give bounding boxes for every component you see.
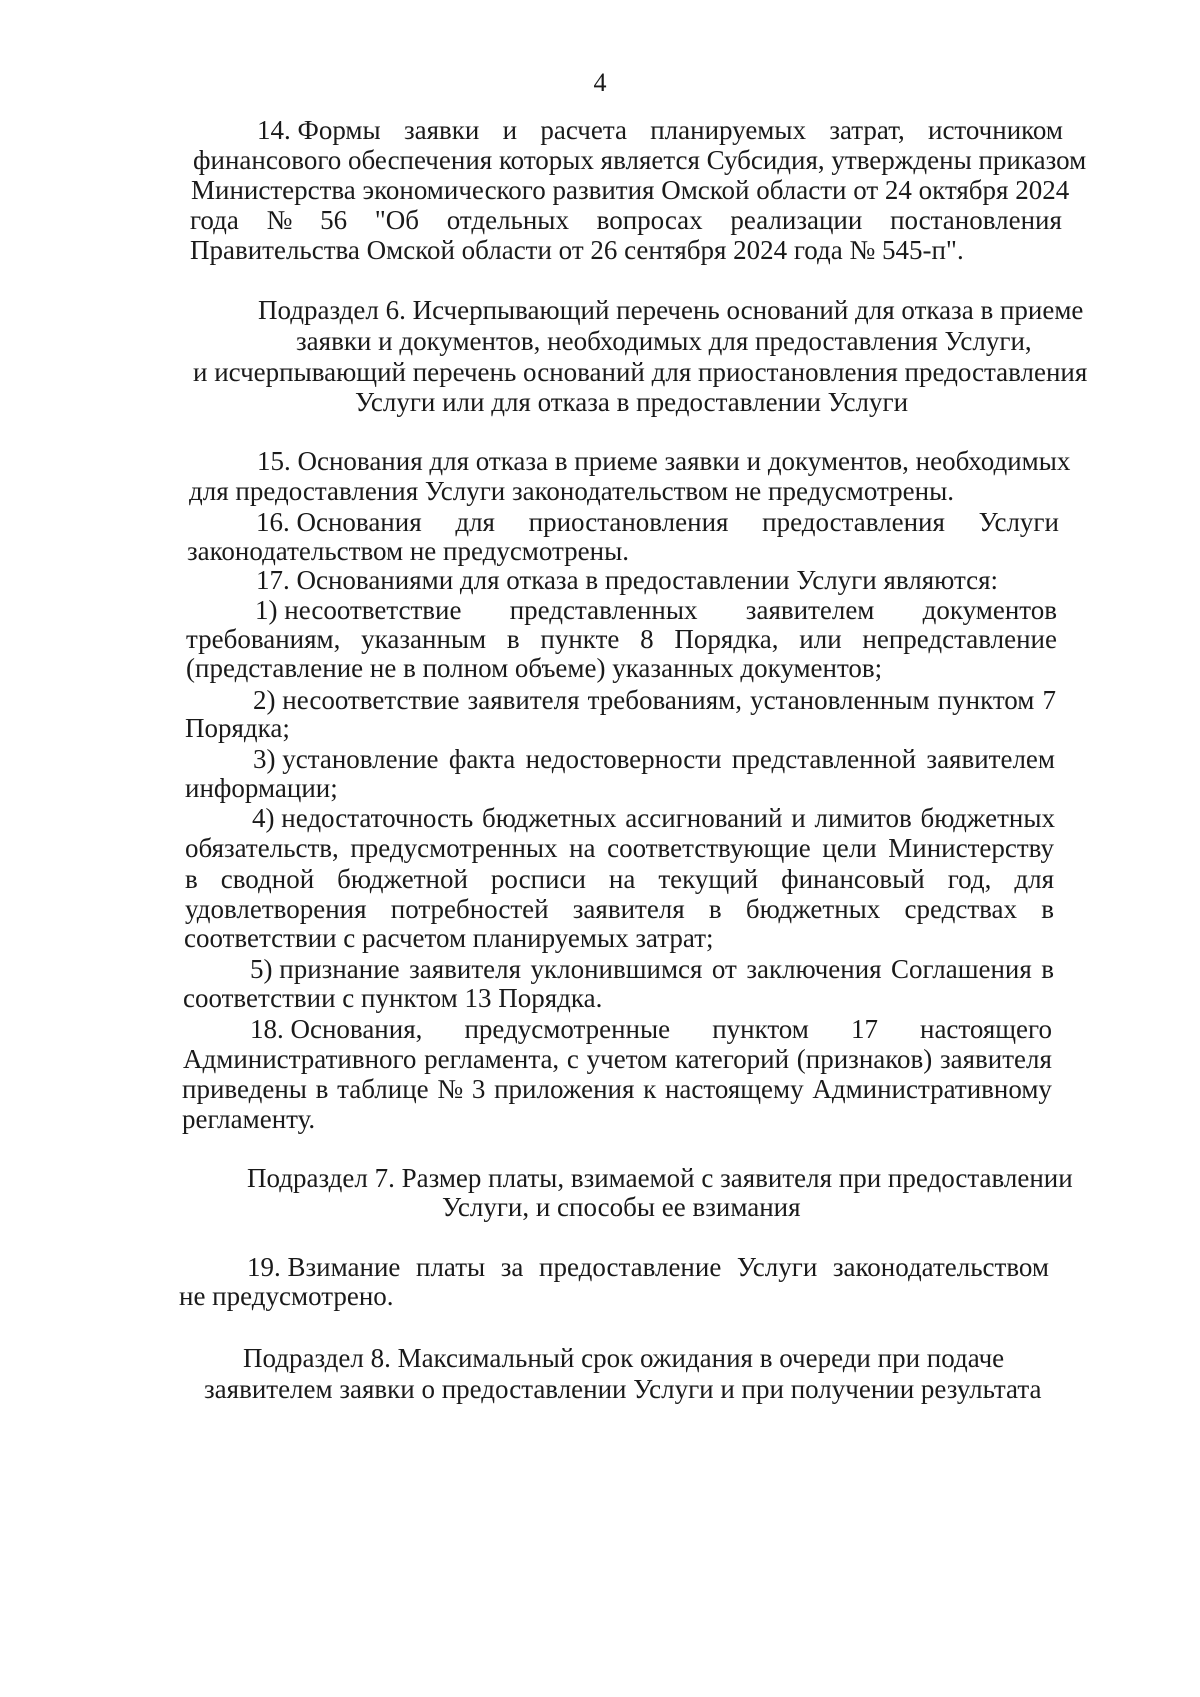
p19-line-2: не предусмотрено. (179, 1281, 394, 1311)
word: 3) установление (253, 744, 439, 774)
p17-item-4-line-1 (252, 802, 1055, 834)
subsection-7-title-line-2: Услуги, и способы ее взимания (442, 1192, 801, 1222)
word: законодательством (832, 1252, 1049, 1282)
word: год, (947, 864, 992, 894)
word: указанным (361, 624, 487, 654)
p17-item-3-line-1 (253, 743, 1055, 775)
word: приложения (494, 1074, 635, 1104)
word: факта (448, 744, 516, 774)
p14-line-1 (257, 114, 1063, 146)
word: постановления (890, 205, 1062, 235)
word: требованиям, (186, 624, 341, 654)
word: (признаков) (796, 1044, 933, 1074)
word: 17 (850, 1014, 878, 1044)
word: пунктом (712, 1014, 809, 1044)
p19-line-1 (247, 1251, 1049, 1283)
word: заявителя (467, 685, 580, 715)
word: текущий (658, 864, 759, 894)
word: обязательств, (185, 833, 339, 863)
word: 3 (471, 1074, 486, 1104)
word: предусмотренных (350, 833, 558, 863)
word: к (643, 1074, 657, 1104)
p17-item-4-line-2 (185, 832, 1054, 864)
word: № (266, 205, 293, 235)
word: для (1014, 864, 1054, 894)
word: представленных (509, 595, 698, 625)
word: таблице (337, 1074, 429, 1104)
subsection-6-title-line-3: и исчерпывающий перечень оснований для приостановления предоставления (193, 357, 1088, 387)
subsection-8-title-line-2: заявителем заявки о предоставлении Услуги и при получении результата (204, 1374, 1042, 1404)
word: расчета (540, 115, 627, 145)
p17-item-2-line-2: Порядка; (185, 713, 290, 743)
page-number: 4 (593, 68, 607, 97)
word: бюджетных (745, 894, 881, 924)
word: и (502, 115, 518, 145)
subsection-6-title-line-4: Услуги или для отказа в предоставлении Услуги (355, 387, 909, 417)
word: 4) недостаточность (252, 803, 474, 833)
word: заявки (403, 115, 480, 145)
word: 16. Основания (256, 507, 422, 537)
p18-line-4: регламенту. (182, 1104, 316, 1134)
word: на (569, 833, 596, 863)
p15-line-2: для предоставления Услуги законодательством не предусмотрены. (189, 476, 954, 506)
p14-line-2: финансового обеспечения которых является Субсидия, утверждены приказом (193, 145, 1087, 175)
word: в (185, 864, 198, 894)
word: или (799, 624, 842, 654)
word: Порядка, (674, 624, 779, 654)
word: настоящему (664, 1074, 804, 1104)
p17-item-4-line-3 (185, 863, 1054, 895)
word: "Об (374, 205, 420, 235)
word: заявителем (926, 744, 1055, 774)
word: 56 (320, 205, 348, 235)
p17-item-1-line-2 (186, 623, 1057, 655)
word: от (711, 954, 737, 984)
word: непредставление (862, 624, 1057, 654)
p18-line-2 (183, 1043, 1052, 1075)
word: в (1041, 954, 1054, 984)
p17-item-4-line-5: соответствии с расчетом планируемых затрат; (184, 923, 714, 953)
p17-item-5-line-1 (250, 953, 1054, 985)
word: потребностей (390, 894, 549, 924)
word: заявителем (745, 595, 875, 625)
word: Административному (812, 1074, 1052, 1104)
word: реализации (730, 205, 863, 235)
word: недостоверности (525, 744, 722, 774)
word: на (608, 864, 636, 894)
word: предоставление (539, 1252, 722, 1282)
word: пунктом (937, 685, 1035, 715)
word: росписи (490, 864, 586, 894)
word: категорий (674, 1044, 790, 1074)
word: ассигнований (625, 803, 783, 833)
word: Административного (183, 1044, 417, 1074)
word: пункте (540, 624, 620, 654)
word: вопросах (596, 205, 703, 235)
word: 14. Формы (257, 115, 381, 145)
word: в (506, 624, 520, 654)
p16-line-2: законодательством не предусмотрены. (187, 536, 629, 566)
word: заявителя (409, 954, 522, 984)
word: лимитов (814, 803, 912, 833)
p14-line-3: Министерства экономического развития Омской области от 24 октября 2024 (191, 175, 1070, 205)
subsection-6-title-line-1: Подраздел 6. Исчерпывающий перечень оснований для отказа в приеме (258, 295, 1084, 325)
p17-item-2-line-1 (253, 684, 1056, 716)
subsection-8-title-line-1: Подраздел 8. Максимальный срок ожидания в очереди при подаче (243, 1343, 1005, 1373)
word: требованиям, (587, 685, 742, 715)
word: заявителя (572, 894, 685, 924)
word: Соглашения (891, 954, 1032, 984)
word: настоящего (920, 1014, 1052, 1044)
word: бюджетных (920, 803, 1055, 833)
word: в (1041, 894, 1054, 924)
subsection-6-title-line-2: заявки и документов, необходимых для предоставления Услуги, (296, 326, 1032, 356)
word: приостановления (528, 507, 729, 537)
word: источником (928, 115, 1063, 145)
p18-line-1 (250, 1013, 1052, 1045)
p14-line-4 (190, 204, 1062, 236)
word: 1) несоответствие (255, 595, 462, 625)
word: бюджетной (337, 864, 468, 894)
word: для (455, 507, 495, 537)
word: соответствующие (607, 833, 811, 863)
word: регламента, (424, 1044, 560, 1074)
word: 8 (640, 624, 654, 654)
word: предоставления (762, 507, 945, 537)
p14-line-5: Правительства Омской области от 26 сентября 2024 года № 545-п". (190, 235, 964, 265)
word: за (500, 1252, 524, 1282)
word: отдельных (446, 205, 569, 235)
word: с (566, 1044, 579, 1074)
p16-line-1 (256, 506, 1059, 538)
word: сводной (220, 864, 315, 894)
word: 19. Взимание (247, 1252, 401, 1282)
word: финансовый (781, 864, 925, 894)
word: в (315, 1074, 329, 1104)
word: установленным (750, 685, 930, 715)
word: заключения (746, 954, 882, 984)
word: средствах (904, 894, 1018, 924)
word: представленной (731, 744, 917, 774)
word: бюджетных (482, 803, 617, 833)
p17-item-1-line-3: (представление не в полном объеме) указанных документов; (186, 653, 883, 683)
word: года (190, 205, 239, 235)
word: в (708, 894, 722, 924)
word: цели (822, 833, 877, 863)
word: 7 (1042, 685, 1056, 715)
word: учетом (586, 1044, 668, 1074)
word: 2) несоответствие (253, 685, 460, 715)
word: и (791, 803, 806, 833)
word: 5) признание (250, 954, 400, 984)
word: заявителя (939, 1044, 1052, 1074)
p17-item-5-line-2: соответствии с пунктом 13 Порядка. (183, 983, 603, 1013)
word: предусмотренные (464, 1014, 671, 1044)
word: затрат, (829, 115, 905, 145)
p17-item-1-line-1 (255, 594, 1057, 626)
word: планируемых (650, 115, 807, 145)
word: Услуги (978, 507, 1059, 537)
word: уклонившимся (530, 954, 703, 984)
p17-line-1: 17. Основаниями для отказа в предоставлении Услуги являются: (256, 565, 999, 595)
word: удовлетворения (185, 894, 367, 924)
p15-line-1: 15. Основания для отказа в приеме заявки и документов, необходимых (257, 446, 1071, 476)
word: 18. Основания, (250, 1014, 423, 1044)
word: приведены (182, 1074, 307, 1104)
p17-item-3-line-2: информации; (185, 773, 338, 803)
subsection-7-title-line-1: Подраздел 7. Размер платы, взимаемой с заявителя при предоставлении (247, 1163, 1073, 1193)
word: платы (416, 1252, 486, 1282)
p17-item-4-line-4 (185, 893, 1054, 925)
word: Министерству (888, 833, 1054, 863)
p18-line-3 (182, 1073, 1052, 1105)
word: Услуги (736, 1252, 818, 1282)
word: № (437, 1074, 464, 1104)
word: документов (922, 595, 1057, 625)
